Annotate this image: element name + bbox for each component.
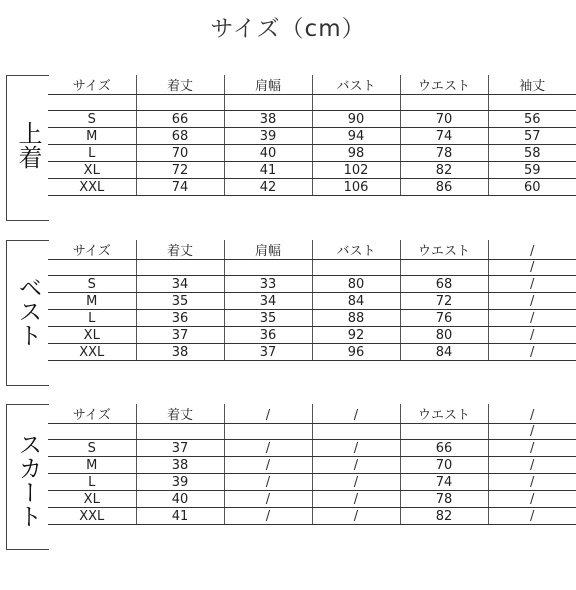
table-cell: S — [48, 111, 136, 128]
table-row — [48, 491, 576, 508]
table-cell — [48, 95, 136, 111]
table-cell: 70 — [136, 145, 224, 162]
table-cell: 86 — [400, 179, 488, 196]
table-row — [48, 179, 576, 196]
table-cell: / — [488, 508, 576, 525]
header-cell: サイズ — [48, 75, 136, 95]
table-cell: 39 — [224, 128, 312, 145]
table-header-row — [48, 240, 576, 260]
table-cell: 88 — [312, 310, 400, 327]
table-cell: XXL — [48, 179, 136, 196]
size-section-vest — [6, 240, 576, 386]
table-cell: M — [48, 457, 136, 474]
table-row — [48, 111, 576, 128]
table-cell: / — [488, 276, 576, 293]
header-cell: ウエスト — [400, 240, 488, 260]
table-cell: 56 — [488, 111, 576, 128]
table-cell: 72 — [136, 162, 224, 179]
header-cell: 肩幅 — [224, 75, 312, 95]
table-cell: 76 — [400, 310, 488, 327]
table-cell: 35 — [224, 310, 312, 327]
table-cell — [488, 95, 576, 111]
table-cell: / — [488, 491, 576, 508]
table-blank-row — [48, 95, 576, 111]
header-cell: サイズ — [48, 240, 136, 260]
header-cell: / — [224, 404, 312, 424]
table-cell — [48, 260, 136, 276]
table-cell — [224, 260, 312, 276]
table-cell: XL — [48, 162, 136, 179]
table-header-row — [48, 75, 576, 95]
table-cell — [400, 424, 488, 440]
table-row — [48, 145, 576, 162]
table-cell: / — [488, 327, 576, 344]
header-cell: 袖丈 — [488, 75, 576, 95]
table-cell: 66 — [400, 440, 488, 457]
table-row — [48, 276, 576, 293]
table-cell: 41 — [136, 508, 224, 525]
table-cell: / — [488, 344, 576, 361]
table-cell: 57 — [488, 128, 576, 145]
table-cell: 78 — [400, 491, 488, 508]
table-cell: 37 — [224, 344, 312, 361]
table-cell: 92 — [312, 327, 400, 344]
table-cell: / — [488, 474, 576, 491]
section-label: スカート — [14, 432, 42, 528]
table-cell: 70 — [400, 111, 488, 128]
header-cell: 着丈 — [136, 240, 224, 260]
table-cell: XXL — [48, 344, 136, 361]
table-cell: / — [312, 457, 400, 474]
table-blank-row — [48, 424, 576, 440]
size-table — [48, 240, 576, 361]
table-row — [48, 440, 576, 457]
header-cell: バスト — [312, 75, 400, 95]
table-cell: / — [488, 293, 576, 310]
table-row — [48, 344, 576, 361]
table-row — [48, 474, 576, 491]
table-cell: 96 — [312, 344, 400, 361]
size-section-jacket — [6, 75, 576, 221]
table-row — [48, 162, 576, 179]
table-cell: 84 — [312, 293, 400, 310]
table-cell — [400, 260, 488, 276]
table-cell: XXL — [48, 508, 136, 525]
table-cell: 82 — [400, 162, 488, 179]
table-cell: 68 — [136, 128, 224, 145]
table-cell: L — [48, 474, 136, 491]
table-cell: / — [488, 457, 576, 474]
table-cell: 36 — [224, 327, 312, 344]
table-cell: 80 — [400, 327, 488, 344]
table-cell: / — [488, 424, 576, 440]
table-cell: / — [312, 491, 400, 508]
section-label: ベスト — [14, 275, 42, 347]
table-cell: 36 — [136, 310, 224, 327]
header-cell: ウエスト — [400, 75, 488, 95]
table-cell: 90 — [312, 111, 400, 128]
table-row — [48, 457, 576, 474]
table-cell: 33 — [224, 276, 312, 293]
table-cell: 58 — [488, 145, 576, 162]
table-cell: 37 — [136, 327, 224, 344]
table-cell: M — [48, 128, 136, 145]
table-cell: 37 — [136, 440, 224, 457]
header-cell: 着丈 — [136, 75, 224, 95]
table-cell: / — [312, 474, 400, 491]
table-cell: / — [224, 457, 312, 474]
table-cell: 34 — [136, 276, 224, 293]
table-cell: 102 — [312, 162, 400, 179]
table-cell: 70 — [400, 457, 488, 474]
table-cell: 72 — [400, 293, 488, 310]
table-cell: 94 — [312, 128, 400, 145]
table-cell — [312, 424, 400, 440]
table-cell: 78 — [400, 145, 488, 162]
table-cell — [400, 95, 488, 111]
header-cell: ウエスト — [400, 404, 488, 424]
table-cell — [48, 424, 136, 440]
table-cell: L — [48, 310, 136, 327]
table-cell: / — [488, 440, 576, 457]
table-cell: / — [224, 474, 312, 491]
table-cell: 40 — [136, 491, 224, 508]
table-blank-row — [48, 260, 576, 276]
table-cell: 84 — [400, 344, 488, 361]
table-cell: / — [312, 440, 400, 457]
table-cell: 35 — [136, 293, 224, 310]
table-cell: 80 — [312, 276, 400, 293]
size-table — [48, 404, 576, 525]
table-header-row — [48, 404, 576, 424]
table-row — [48, 310, 576, 327]
table-cell — [224, 95, 312, 111]
table-cell: S — [48, 440, 136, 457]
table-cell: 38 — [136, 457, 224, 474]
table-cell: / — [224, 491, 312, 508]
table-cell: 38 — [136, 344, 224, 361]
header-cell: / — [488, 240, 576, 260]
table-cell — [312, 260, 400, 276]
table-cell: / — [488, 260, 576, 276]
table-cell: 68 — [400, 276, 488, 293]
section-label: 上着 — [14, 121, 42, 169]
table-cell: 59 — [488, 162, 576, 179]
table-cell: M — [48, 293, 136, 310]
page-title: サイズ（cm） — [210, 16, 366, 42]
table-cell: XL — [48, 327, 136, 344]
header-cell: / — [312, 404, 400, 424]
table-cell: 42 — [224, 179, 312, 196]
table-cell — [136, 260, 224, 276]
size-table — [48, 75, 576, 196]
table-cell: 74 — [400, 474, 488, 491]
table-cell: 60 — [488, 179, 576, 196]
table-cell: 41 — [224, 162, 312, 179]
table-cell — [136, 424, 224, 440]
table-row — [48, 327, 576, 344]
table-cell: / — [312, 508, 400, 525]
table-cell — [312, 95, 400, 111]
table-row — [48, 293, 576, 310]
table-cell: / — [224, 440, 312, 457]
header-cell: バスト — [312, 240, 400, 260]
header-cell: / — [488, 404, 576, 424]
header-cell: 着丈 — [136, 404, 224, 424]
table-cell: 39 — [136, 474, 224, 491]
table-row — [48, 508, 576, 525]
table-cell: 74 — [136, 179, 224, 196]
table-cell: / — [224, 508, 312, 525]
table-cell: 82 — [400, 508, 488, 525]
table-row — [48, 128, 576, 145]
table-cell: / — [488, 310, 576, 327]
table-cell: 66 — [136, 111, 224, 128]
table-cell: 106 — [312, 179, 400, 196]
header-cell: 肩幅 — [224, 240, 312, 260]
table-cell — [224, 424, 312, 440]
table-cell: S — [48, 276, 136, 293]
header-cell: サイズ — [48, 404, 136, 424]
table-cell: 98 — [312, 145, 400, 162]
table-cell: XL — [48, 491, 136, 508]
size-section-skirt — [6, 404, 576, 550]
table-cell: 74 — [400, 128, 488, 145]
table-cell — [136, 95, 224, 111]
table-cell: L — [48, 145, 136, 162]
table-cell: 34 — [224, 293, 312, 310]
table-cell: 38 — [224, 111, 312, 128]
table-cell: 40 — [224, 145, 312, 162]
